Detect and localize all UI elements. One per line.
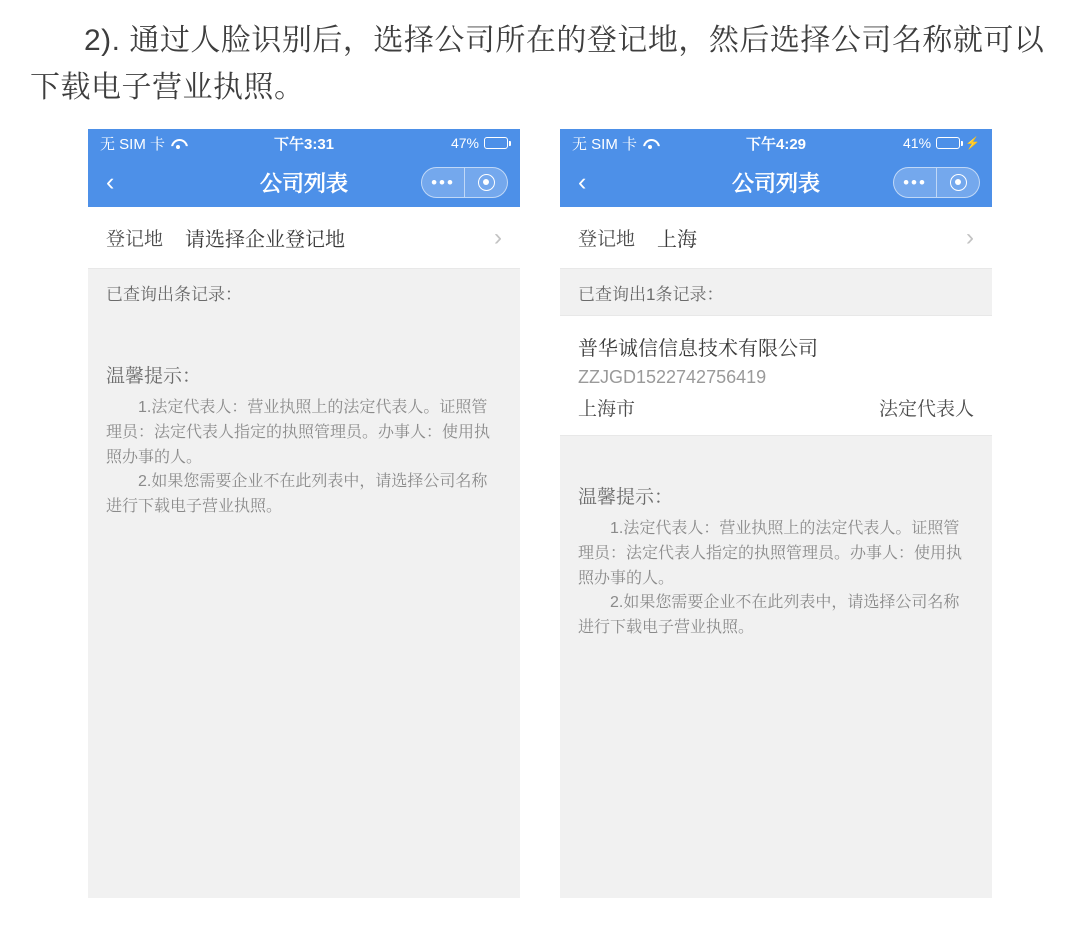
battery-icon <box>484 137 508 149</box>
status-left <box>100 133 185 154</box>
region-selector-row[interactable] <box>560 207 992 269</box>
content-spacer <box>560 436 992 464</box>
back-chevron-icon[interactable]: ‹ <box>578 167 587 196</box>
tips-title: 温馨提示： <box>106 366 202 387</box>
status-right <box>451 135 508 151</box>
phone-mock-right <box>560 129 992 898</box>
status-right <box>903 135 980 151</box>
target-icon-button[interactable] <box>937 168 979 197</box>
content-spacer <box>88 315 520 343</box>
status-clock: 下午4:29 <box>745 135 807 153</box>
page-title: 公司列表 <box>731 170 820 196</box>
company-footer <box>578 394 974 421</box>
wifi-icon <box>171 138 185 149</box>
region-label: 登记地 <box>106 229 164 250</box>
record-count-text: 已查询出1条记录： <box>578 284 724 304</box>
carrier-label: 无 SIM 卡 <box>100 135 166 153</box>
tips-paragraph-2: 2.如果您需要企业不在此列表中，请选择公司名称进行下载电子营业执照。 <box>578 594 960 637</box>
tips-paragraph-1: 1.法定代表人：营业执照上的法定代表人。证照管理员：法定代表人指定的执照管理员。办事人：使用执照办事的人。 <box>106 399 491 466</box>
charging-bolt-icon: ⚡ <box>965 136 980 150</box>
phone-content-right <box>560 207 992 898</box>
target-icon-button[interactable] <box>465 168 507 197</box>
phone-content-left <box>88 207 520 898</box>
status-clock: 下午3:31 <box>273 135 335 153</box>
company-name: 普华诚信信息技术有限公司 <box>578 338 818 360</box>
wifi-icon <box>643 138 657 149</box>
page-title: 公司列表 <box>259 170 348 196</box>
chevron-right-icon: › <box>494 223 502 251</box>
status-bar <box>88 129 520 157</box>
more-dots-icon[interactable]: ••• <box>431 172 455 192</box>
intro-text: 2). 通过人脸识别后，选择公司所在的登记地，然后选择公司名称就可以下载电子营业执照。 <box>30 24 1045 104</box>
more-dots-icon[interactable]: ••• <box>903 172 927 192</box>
battery-percent-label: 47% <box>450 135 479 151</box>
battery-percent-label: 41% <box>903 135 932 151</box>
record-count-bar <box>88 269 520 315</box>
company-list-item[interactable] <box>560 315 992 436</box>
battery-icon <box>936 137 960 149</box>
phone-mock-left <box>88 129 520 898</box>
record-count-text: 已查询出条记录： <box>106 284 242 304</box>
region-value: 上海 <box>657 229 698 251</box>
phone-screenshots-row <box>0 129 1080 898</box>
company-code: ZZJGD1522742756419 <box>578 367 767 387</box>
nav-actions <box>421 167 508 198</box>
status-left <box>572 133 657 154</box>
carrier-label: 无 SIM 卡 <box>572 135 638 153</box>
tips-paragraph-1: 1.法定代表人：营业执照上的法定代表人。证照管理员：法定代表人指定的执照管理员。办事人：使用执照办事的人。 <box>578 520 963 587</box>
company-role: 法定代表人 <box>878 399 974 420</box>
intro-paragraph <box>0 0 1080 111</box>
tips-paragraph-2: 2.如果您需要企业不在此列表中，请选择公司名称进行下载电子营业执照。 <box>106 473 488 516</box>
chevron-right-icon: › <box>966 223 974 251</box>
region-selector-row[interactable] <box>88 207 520 269</box>
region-value: 请选择企业登记地 <box>185 229 346 251</box>
back-chevron-icon[interactable]: ‹ <box>106 167 115 196</box>
nav-bar <box>88 157 520 207</box>
target-icon <box>478 174 495 191</box>
tips-title: 温馨提示： <box>578 487 674 508</box>
record-count-bar <box>560 269 992 315</box>
company-city: 上海市 <box>578 399 636 420</box>
region-label: 登记地 <box>578 229 636 250</box>
tips-block <box>560 464 992 641</box>
target-icon <box>950 174 967 191</box>
nav-bar <box>560 157 992 207</box>
tips-block <box>88 343 520 520</box>
nav-actions <box>893 167 980 198</box>
status-bar <box>560 129 992 157</box>
